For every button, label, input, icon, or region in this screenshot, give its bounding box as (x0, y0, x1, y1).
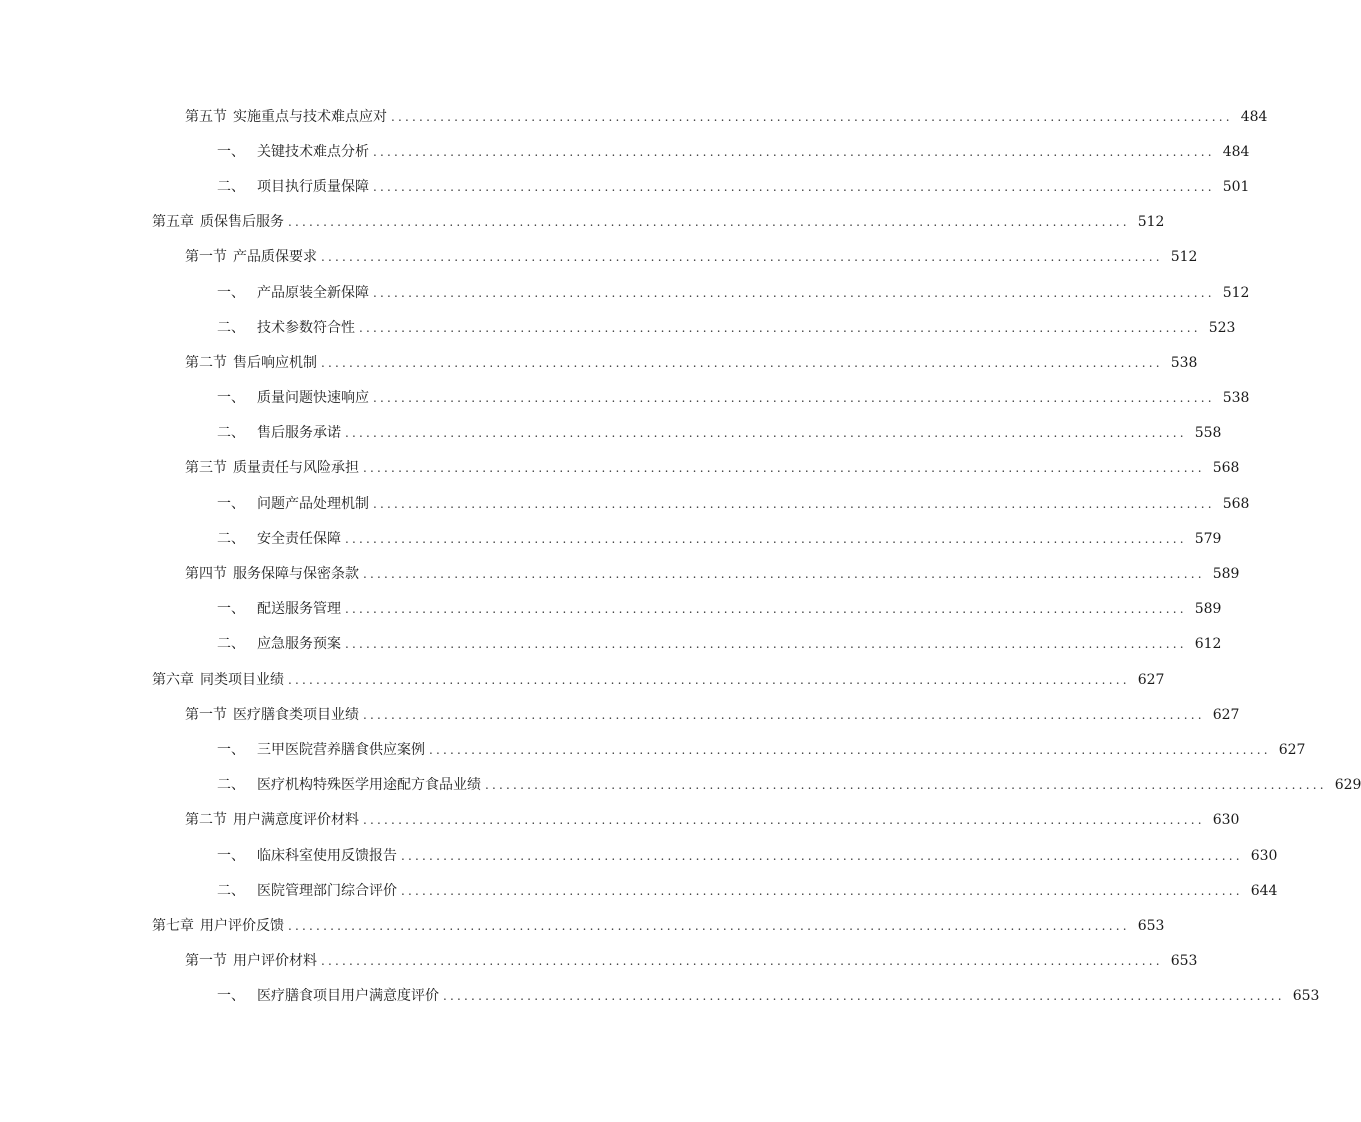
toc-entry-level-3[interactable] (0, 275, 1250, 310)
toc-entry-level-3[interactable] (0, 416, 1222, 451)
toc-entry-label (217, 388, 369, 408)
toc-entry-label (217, 634, 341, 654)
toc-entry-page-number: 538 (1170, 354, 1198, 371)
dot-leader: ........................................................................................................................ (401, 883, 1243, 898)
toc-entry-number: 一、 (217, 390, 245, 407)
toc-entry-title: 项目执行质量保障 (257, 178, 369, 195)
toc-entry-label (217, 775, 481, 795)
toc-entry-page-number: 644 (1250, 882, 1278, 899)
toc-entry-title: 产品原装全新保障 (257, 284, 369, 301)
toc-entry-label (217, 423, 341, 443)
dot-leader: ........................................................................................................................ (345, 531, 1187, 546)
toc-entry-page-number: 538 (1222, 390, 1250, 407)
toc-entry-title: 售后服务承诺 (257, 425, 341, 442)
dot-leader: ........................................................................................................................ (321, 250, 1163, 265)
toc-entry-page-number: 612 (1194, 636, 1222, 653)
toc-entry-title: 医疗膳食项目用户满意度评价 (257, 988, 439, 1005)
toc-entry-title: 安全责任保障 (257, 530, 341, 547)
toc-entry-level-1[interactable] (0, 662, 1165, 697)
toc-entry-page-number: 630 (1212, 812, 1240, 829)
toc-entry-label (185, 705, 359, 725)
toc-entry-number: 二、 (217, 777, 245, 794)
dot-leader: ........................................................................................................................ (373, 391, 1215, 406)
dot-leader: ........................................................................................................................ (321, 355, 1163, 370)
toc-entry-label (152, 916, 284, 936)
toc-entry-level-3[interactable] (0, 521, 1222, 556)
toc-entry-number: 一、 (217, 741, 245, 758)
toc-entry-level-2[interactable] (0, 240, 1198, 275)
toc-entry-label (217, 177, 369, 197)
toc-entry-number: 一、 (217, 988, 245, 1005)
toc-entry-level-3[interactable] (0, 732, 1306, 767)
toc-entry-page-number: 568 (1212, 460, 1240, 477)
toc-entry-level-3[interactable] (0, 134, 1250, 169)
toc-entry-number: 一、 (217, 284, 245, 301)
toc-entry-number: 第五章 (152, 214, 194, 231)
toc-entry-label (217, 599, 341, 619)
toc-entry-title: 用户评价材料 (233, 953, 317, 970)
dot-leader: ........................................................................................................................ (345, 602, 1187, 617)
toc-entry-title: 技术参数符合性 (257, 319, 355, 336)
dot-leader: ........................................................................................................................ (363, 707, 1205, 722)
dot-leader: ........................................................................................................................ (391, 109, 1233, 124)
toc-entry-number: 第二节 (185, 812, 227, 829)
toc-entry-page-number: 627 (1137, 671, 1165, 688)
toc-entry-page-number: 630 (1250, 847, 1278, 864)
dot-leader: ........................................................................................................................ (363, 813, 1205, 828)
toc-entry-label (217, 318, 355, 338)
toc-entry-page-number: 512 (1170, 249, 1198, 266)
toc-entry-page-number: 627 (1278, 741, 1306, 758)
toc-entry-number: 第七章 (152, 917, 194, 934)
toc-entry-level-2[interactable] (0, 451, 1240, 486)
toc-entry-page-number: 484 (1222, 143, 1250, 160)
dot-leader: ........................................................................................................................ (363, 461, 1205, 476)
toc-entry-number: 一、 (217, 601, 245, 618)
toc-entry-title: 应急服务预案 (257, 636, 341, 653)
toc-entry-level-3[interactable] (0, 979, 1320, 1014)
toc-entry-label (185, 353, 317, 373)
toc-entry-label (217, 986, 439, 1006)
toc-entry-label (217, 142, 369, 162)
toc-entry-number: 第四节 (185, 566, 227, 583)
toc-entry-page-number: 512 (1222, 284, 1250, 301)
toc-entry-title: 售后响应机制 (233, 354, 317, 371)
toc-entry-title: 用户评价反馈 (200, 917, 284, 934)
toc-entry-title: 三甲医院营养膳食供应案例 (257, 741, 425, 758)
dot-leader: ........................................................................................................................ (373, 285, 1215, 300)
toc-entry-number: 二、 (217, 178, 245, 195)
toc-entry-level-2[interactable] (0, 803, 1240, 838)
toc-entry-level-3[interactable] (0, 627, 1222, 662)
toc-entry-title: 质量问题快速响应 (257, 390, 369, 407)
toc-entry-page-number: 627 (1212, 706, 1240, 723)
toc-entry-number: 二、 (217, 636, 245, 653)
toc-entry-label (217, 529, 341, 549)
dot-leader: ........................................................................................................................ (345, 637, 1187, 652)
toc-entry-title: 问题产品处理机制 (257, 495, 369, 512)
toc-entry-level-3[interactable] (0, 310, 1236, 345)
toc-entry-number: 第一节 (185, 249, 227, 266)
toc-entry-title: 配送服务管理 (257, 601, 341, 618)
toc-entry-number: 二、 (217, 530, 245, 547)
toc-entry-number: 二、 (217, 319, 245, 336)
toc-entry-title: 临床科室使用反馈报告 (257, 847, 397, 864)
toc-entry-label (152, 670, 284, 690)
dot-leader: ........................................................................................................................ (401, 848, 1243, 863)
toc-entry-title: 医院管理部门综合评价 (257, 882, 397, 899)
toc-entry-level-1[interactable] (0, 205, 1165, 240)
toc-entry-level-2[interactable] (0, 99, 1268, 134)
toc-entry-label (217, 846, 397, 866)
toc-entry-page-number: 653 (1292, 988, 1320, 1005)
toc-entry-page-number: 653 (1170, 953, 1198, 970)
toc-entry-level-2[interactable] (0, 556, 1240, 591)
toc-entry-page-number: 629 (1334, 777, 1361, 794)
dot-leader: ........................................................................................................................ (288, 215, 1130, 230)
toc-entry-page-number: 568 (1222, 495, 1250, 512)
toc-entry-page-number: 579 (1194, 530, 1222, 547)
toc-entry-page-number: 558 (1194, 425, 1222, 442)
toc-entry-label (217, 283, 369, 303)
toc-entry-label (217, 494, 369, 514)
toc-entry-page-number: 484 (1240, 108, 1268, 125)
toc-entry-level-2[interactable] (0, 697, 1240, 732)
dot-leader: ........................................................................................................................ (373, 144, 1215, 159)
toc-entry-title: 同类项目业绩 (200, 671, 284, 688)
toc-entry-title: 医疗机构特殊医学用途配方食品业绩 (257, 777, 481, 794)
toc-entry-label (185, 951, 317, 971)
dot-leader: ........................................................................................................................ (443, 989, 1285, 1004)
toc-entry-level-3[interactable] (0, 838, 1278, 873)
toc-entry-page-number: 589 (1212, 566, 1240, 583)
toc-entry-number: 第一节 (185, 706, 227, 723)
toc-entry-number: 第三节 (185, 460, 227, 477)
toc-entry-title: 关键技术难点分析 (257, 143, 369, 160)
toc-entry-level-3[interactable] (0, 768, 1361, 803)
toc-entry-level-2[interactable] (0, 944, 1198, 979)
toc-entry-label (185, 247, 317, 267)
table-of-contents (0, 99, 1361, 1014)
toc-entry-number: 第一节 (185, 953, 227, 970)
toc-entry-label (185, 564, 359, 584)
toc-entry-title: 用户满意度评价材料 (233, 812, 359, 829)
toc-entry-page-number: 589 (1194, 601, 1222, 618)
dot-leader: ........................................................................................................................ (345, 426, 1187, 441)
toc-entry-number: 二、 (217, 425, 245, 442)
dot-leader: ........................................................................................................................ (373, 496, 1215, 511)
toc-entry-label (152, 212, 284, 232)
toc-entry-number: 二、 (217, 882, 245, 899)
toc-entry-level-1[interactable] (0, 908, 1165, 943)
toc-entry-label (185, 458, 359, 478)
toc-entry-title: 质量责任与风险承担 (233, 460, 359, 477)
dot-leader: ........................................................................................................................ (288, 918, 1130, 933)
toc-entry-level-3[interactable] (0, 592, 1222, 627)
toc-entry-number: 第五节 (185, 108, 227, 125)
toc-entry-label (185, 810, 359, 830)
toc-entry-page-number: 653 (1137, 917, 1165, 934)
dot-leader: ........................................................................................................................ (363, 567, 1205, 582)
toc-entry-number: 第六章 (152, 671, 194, 688)
toc-entry-level-3[interactable] (0, 873, 1278, 908)
dot-leader: ........................................................................................................................ (359, 320, 1201, 335)
toc-entry-number: 一、 (217, 495, 245, 512)
dot-leader: ........................................................................................................................ (485, 778, 1327, 793)
toc-entry-level-3[interactable] (0, 486, 1250, 521)
toc-entry-page-number: 501 (1222, 178, 1250, 195)
toc-entry-level-3[interactable] (0, 169, 1250, 204)
toc-entry-number: 一、 (217, 847, 245, 864)
toc-entry-label (217, 881, 397, 901)
toc-entry-number: 第二节 (185, 354, 227, 371)
toc-entry-title: 产品质保要求 (233, 249, 317, 266)
toc-entry-title: 实施重点与技术难点应对 (233, 108, 387, 125)
toc-entry-title: 服务保障与保密条款 (233, 566, 359, 583)
dot-leader: ........................................................................................................................ (321, 954, 1163, 969)
toc-entry-title: 医疗膳食类项目业绩 (233, 706, 359, 723)
dot-leader: ........................................................................................................................ (288, 672, 1130, 687)
toc-entry-label (217, 740, 425, 760)
toc-entry-title: 质保售后服务 (200, 214, 284, 231)
toc-entry-level-2[interactable] (0, 345, 1198, 380)
toc-entry-page-number: 512 (1137, 214, 1165, 231)
dot-leader: ........................................................................................................................ (373, 179, 1215, 194)
toc-entry-level-3[interactable] (0, 381, 1250, 416)
toc-entry-page-number: 523 (1208, 319, 1236, 336)
dot-leader: ........................................................................................................................ (429, 742, 1271, 757)
toc-entry-number: 一、 (217, 143, 245, 160)
toc-entry-label (185, 107, 387, 127)
